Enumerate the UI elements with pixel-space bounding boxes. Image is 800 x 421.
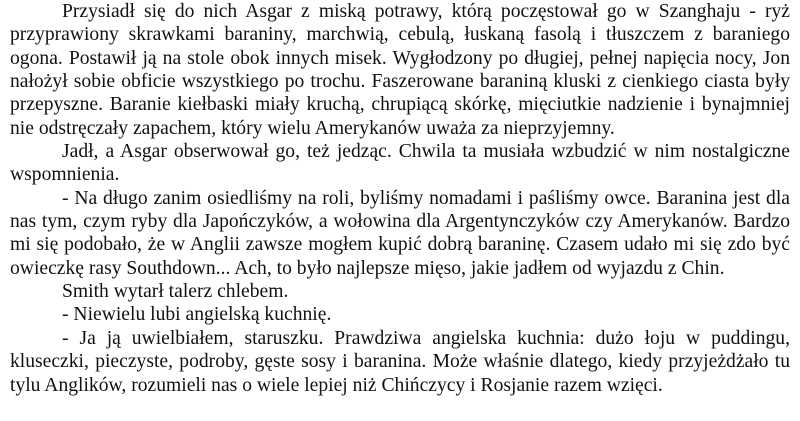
paragraph-asgar-dishes: Przysiadł się do nich Asgar z miską potrawy, którą poczęstował go w Szanghaju - ryż przyprawiony skrawkami baraniny, marchwią, cebulą, łuskaną fasolą i tłuszczem z baraniego ogona. Postawił ją na stole obok innych misek. Wygłodzony po długiej, pełnej napięcia nocy, Jon nałożył sobie obficie wszystkiego po trochu. Faszerowane baraniną kluski z cienkiego ciasta były przepyszne. Baranie kiełbaski miały kruchą, chrupiącą skórkę, mięciutkie nadzienie i bynajmniej nie odstręczały zapachem, który wielu Amerykanów uważa za nieprzyjemny. — [10, 1, 790, 139]
paragraph-asgar-loved-it: - Ja ją uwielbiałem, staruszku. Prawdziwa angielska kuchnia: dużo łoju w puddingu, kluseczki, pieczyste, podroby, gęste sosy i baranina. Może właśnie dlatego, kiedy przyjeżdżało tu tylu Anglików, rozumieli nas o wiele lepiej niż Chińczycy i Rosjanie razem wzięci. — [10, 327, 790, 396]
paragraph-english-cuisine: - Niewielu lubi angielską kuchnię. — [62, 304, 332, 326]
paragraph-smith-bread: Smith wytarł talerz chlebem. — [62, 281, 289, 303]
paragraph-jon-eating: Jadł, a Asgar obserwował go, też jedząc. Chwila ta musiała wzbudzić w nim nostalgiczne wspomnienia. — [10, 141, 790, 186]
paragraph-asgar-nomads: - Na długo zanim osiedliśmy na roli, byliśmy nomadami i paśliśmy owce. Baranina jest dla nas tym, czym ryby dla Japończyków, a wołowina dla Argentynczyków czy Amerykanów. Bardzo mi się podobało, że w Anglii zawsze mogłem kupić dobrą baraninę. Czasem udało mi się zdo być owieczkę rasy Southdown... Ach, to było najlepsze mięso, jakie jadłem od wyjazdu z Chin. — [10, 187, 790, 279]
